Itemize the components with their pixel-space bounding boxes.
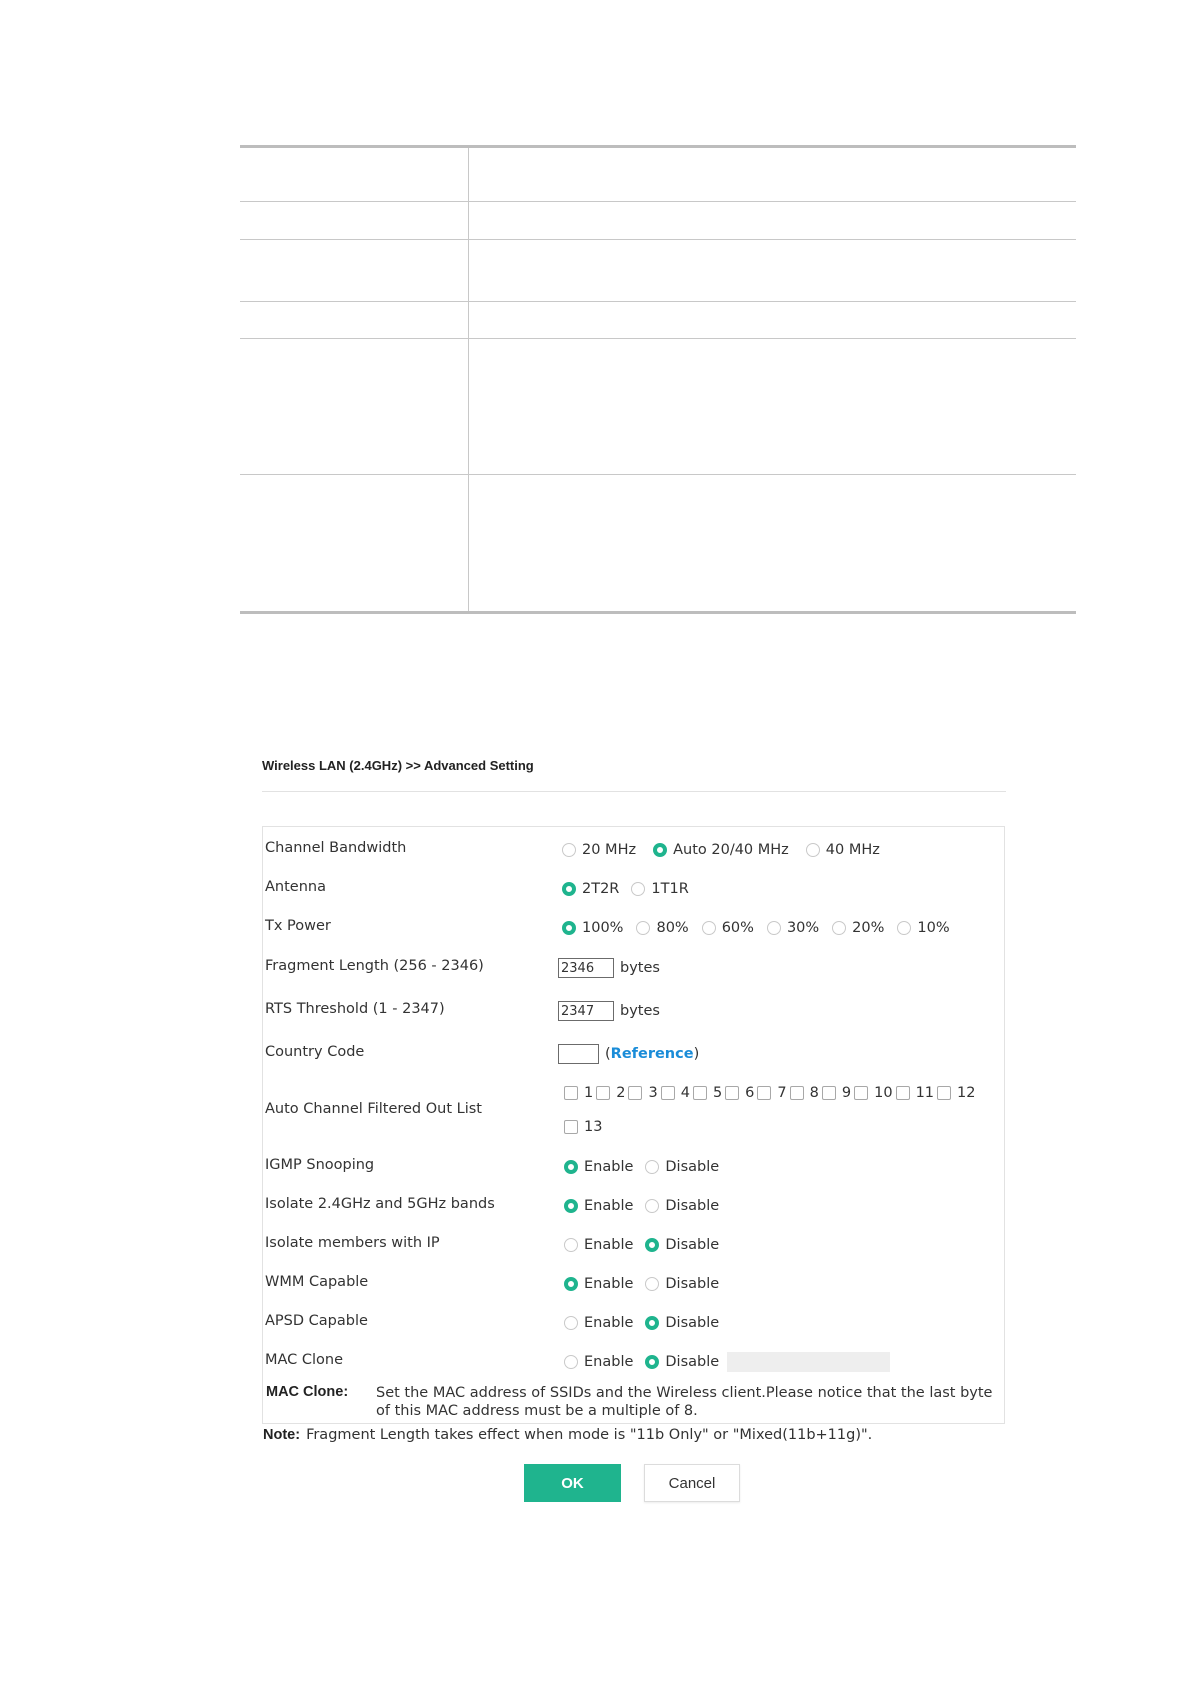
cancel-button[interactable]: Cancel bbox=[644, 1464, 740, 1502]
radio-button-selected[interactable] bbox=[562, 921, 576, 935]
tx-power-60-option[interactable]: 60% bbox=[702, 920, 754, 936]
isolate-ip-row bbox=[262, 1233, 1006, 1257]
radio-button[interactable] bbox=[767, 921, 781, 935]
channel-bandwidth-row bbox=[262, 838, 1006, 862]
radio-button[interactable] bbox=[636, 921, 650, 935]
fragment-note bbox=[263, 1427, 872, 1443]
radio-button[interactable] bbox=[702, 921, 716, 935]
isolate-ip-label: Isolate members with IP bbox=[265, 1235, 440, 1251]
checkbox[interactable] bbox=[725, 1086, 739, 1100]
fragment-length-input[interactable] bbox=[558, 958, 614, 978]
radio-button[interactable] bbox=[832, 921, 846, 935]
radio-button[interactable] bbox=[645, 1160, 659, 1174]
page-title: Wireless LAN (2.4GHz) >> Advanced Setting bbox=[262, 758, 534, 773]
channel-13-checkbox[interactable]: 13 bbox=[564, 1119, 602, 1135]
table-row-divider bbox=[240, 201, 1076, 202]
fragment-length-label: Fragment Length (256 - 2346) bbox=[265, 958, 484, 974]
channel-7-checkbox[interactable]: 7 bbox=[757, 1085, 786, 1101]
country-code-label: Country Code bbox=[265, 1044, 365, 1060]
isolate-bands-label: Isolate 2.4GHz and 5GHz bands bbox=[265, 1196, 495, 1212]
wmm-disable-option[interactable]: Disable bbox=[645, 1276, 719, 1292]
channel-11-checkbox[interactable]: 11 bbox=[896, 1085, 934, 1101]
title-divider bbox=[262, 791, 1006, 792]
antenna-label: Antenna bbox=[265, 879, 326, 895]
radio-button[interactable] bbox=[564, 1316, 578, 1330]
mac-clone-disable-option[interactable]: Disable bbox=[645, 1354, 719, 1370]
radio-button[interactable] bbox=[564, 1355, 578, 1369]
igmp-enable-option[interactable]: Enable bbox=[564, 1159, 633, 1175]
radio-button[interactable] bbox=[645, 1277, 659, 1291]
radio-button-selected[interactable] bbox=[564, 1160, 578, 1174]
radio-button[interactable] bbox=[645, 1199, 659, 1213]
tx-power-10-option[interactable]: 10% bbox=[897, 920, 949, 936]
isolate-bands-row bbox=[262, 1194, 1006, 1218]
radio-button-selected[interactable] bbox=[564, 1199, 578, 1213]
fragment-length-unit: bytes bbox=[620, 960, 660, 976]
rts-threshold-unit: bytes bbox=[620, 1003, 660, 1019]
table-row-divider bbox=[240, 474, 1076, 475]
mac-clone-row bbox=[262, 1350, 1006, 1374]
rts-threshold-row bbox=[262, 999, 1006, 1023]
table-column-divider bbox=[468, 148, 469, 611]
channel-8-checkbox[interactable]: 8 bbox=[790, 1085, 819, 1101]
apsd-disable-option[interactable]: Disable bbox=[645, 1315, 719, 1331]
ok-button[interactable]: OK bbox=[524, 1464, 621, 1502]
radio-button[interactable] bbox=[564, 1238, 578, 1252]
channel-bandwidth-20mhz-option[interactable]: 20 MHz bbox=[562, 842, 636, 858]
channel-12-checkbox[interactable]: 12 bbox=[937, 1085, 975, 1101]
table-row-divider bbox=[240, 239, 1076, 240]
tx-power-20-option[interactable]: 20% bbox=[832, 920, 884, 936]
mac-address-field[interactable] bbox=[727, 1352, 890, 1372]
channel-4-checkbox[interactable]: 4 bbox=[661, 1085, 690, 1101]
isolate-bands-enable-option[interactable]: Enable bbox=[564, 1198, 633, 1214]
checkbox[interactable] bbox=[564, 1120, 578, 1134]
checkbox[interactable] bbox=[757, 1086, 771, 1100]
radio-button[interactable] bbox=[806, 843, 820, 857]
channel-6-checkbox[interactable]: 6 bbox=[725, 1085, 754, 1101]
wmm-enable-option[interactable]: Enable bbox=[564, 1276, 633, 1292]
table-row-divider bbox=[240, 301, 1076, 302]
apsd-capable-label: APSD Capable bbox=[265, 1313, 368, 1329]
checkbox[interactable] bbox=[628, 1086, 642, 1100]
auto-channel-label: Auto Channel Filtered Out List bbox=[265, 1101, 482, 1117]
country-code-input[interactable] bbox=[558, 1044, 599, 1064]
note-heading: Note: bbox=[263, 1427, 301, 1443]
radio-button-selected[interactable] bbox=[653, 843, 667, 857]
radio-button-selected[interactable] bbox=[645, 1316, 659, 1330]
checkbox[interactable] bbox=[564, 1086, 578, 1100]
igmp-snooping-label: IGMP Snooping bbox=[265, 1157, 375, 1173]
channel-2-checkbox[interactable]: 2 bbox=[596, 1085, 625, 1101]
tx-power-30-option[interactable]: 30% bbox=[767, 920, 819, 936]
isolate-bands-disable-option[interactable]: Disable bbox=[645, 1198, 719, 1214]
mac-clone-help-heading: MAC Clone: bbox=[266, 1384, 349, 1400]
country-code-row bbox=[262, 1042, 1006, 1066]
tx-power-label: Tx Power bbox=[265, 918, 331, 934]
igmp-disable-option[interactable]: Disable bbox=[645, 1159, 719, 1175]
table-row-divider bbox=[240, 338, 1076, 339]
note-text: Fragment Length takes effect when mode is "11b Only" or "Mixed(11b+11g)". bbox=[306, 1427, 873, 1443]
rts-threshold-label: RTS Threshold (1 - 2347) bbox=[265, 1001, 445, 1017]
checkbox[interactable] bbox=[596, 1086, 610, 1100]
radio-button-selected[interactable] bbox=[645, 1355, 659, 1369]
channel-5-checkbox[interactable]: 5 bbox=[693, 1085, 722, 1101]
radio-button[interactable] bbox=[631, 882, 645, 896]
checkbox[interactable] bbox=[790, 1086, 804, 1100]
checkbox[interactable] bbox=[896, 1086, 910, 1100]
channel-1-checkbox[interactable]: 1 bbox=[564, 1085, 593, 1101]
rts-threshold-input[interactable] bbox=[558, 1001, 614, 1021]
radio-button-selected[interactable] bbox=[562, 882, 576, 896]
wmm-capable-label: WMM Capable bbox=[265, 1274, 369, 1290]
reference-link[interactable]: Reference bbox=[610, 1046, 694, 1062]
channel-10-checkbox[interactable]: 10 bbox=[854, 1085, 892, 1101]
reference-close-paren: ) bbox=[693, 1046, 700, 1062]
radio-button-selected[interactable] bbox=[645, 1238, 659, 1252]
antenna-row bbox=[262, 877, 1006, 901]
antenna-2t2r-option[interactable]: 2T2R bbox=[562, 881, 619, 897]
wmm-capable-row bbox=[262, 1272, 1006, 1296]
tx-power-80-option[interactable]: 80% bbox=[636, 920, 688, 936]
table-bottom-border bbox=[240, 611, 1076, 614]
channel-3-checkbox[interactable]: 3 bbox=[628, 1085, 657, 1101]
igmp-snooping-row bbox=[262, 1155, 1006, 1179]
fragment-length-row bbox=[262, 956, 1006, 980]
tx-power-row bbox=[262, 916, 1006, 940]
auto-channel-checkboxes-line2 bbox=[262, 1115, 1006, 1139]
document-table bbox=[240, 145, 1076, 614]
apsd-capable-row bbox=[262, 1311, 1006, 1335]
checkbox[interactable] bbox=[661, 1086, 675, 1100]
isolate-ip-disable-option[interactable]: Disable bbox=[645, 1237, 719, 1253]
isolate-ip-enable-option[interactable]: Enable bbox=[564, 1237, 633, 1253]
channel-bandwidth-auto-option[interactable]: Auto 20/40 MHz bbox=[653, 842, 789, 858]
channel-9-checkbox[interactable]: 9 bbox=[822, 1085, 851, 1101]
channel-bandwidth-label: Channel Bandwidth bbox=[265, 840, 407, 856]
auto-channel-checkboxes-line1 bbox=[262, 1081, 1006, 1105]
checkbox[interactable] bbox=[854, 1086, 868, 1100]
reference-open-paren: ( bbox=[605, 1046, 611, 1062]
tx-power-100-option[interactable]: 100% bbox=[562, 920, 623, 936]
channel-bandwidth-40mhz-option[interactable]: 40 MHz bbox=[806, 842, 880, 858]
checkbox[interactable] bbox=[693, 1086, 707, 1100]
radio-button-selected[interactable] bbox=[564, 1277, 578, 1291]
checkbox[interactable] bbox=[822, 1086, 836, 1100]
checkbox[interactable] bbox=[937, 1086, 951, 1100]
radio-button[interactable] bbox=[897, 921, 911, 935]
mac-clone-help-text: Set the MAC address of SSIDs and the Wireless client.Please notice that the last byte of this MAC address must be a multiple of 8. bbox=[376, 1385, 993, 1419]
mac-clone-enable-option[interactable]: Enable bbox=[564, 1354, 633, 1370]
mac-clone-label: MAC Clone bbox=[265, 1352, 344, 1368]
apsd-enable-option[interactable]: Enable bbox=[564, 1315, 633, 1331]
table-top-border bbox=[240, 145, 1076, 148]
radio-button[interactable] bbox=[562, 843, 576, 857]
antenna-1t1r-option[interactable]: 1T1R bbox=[631, 881, 688, 897]
